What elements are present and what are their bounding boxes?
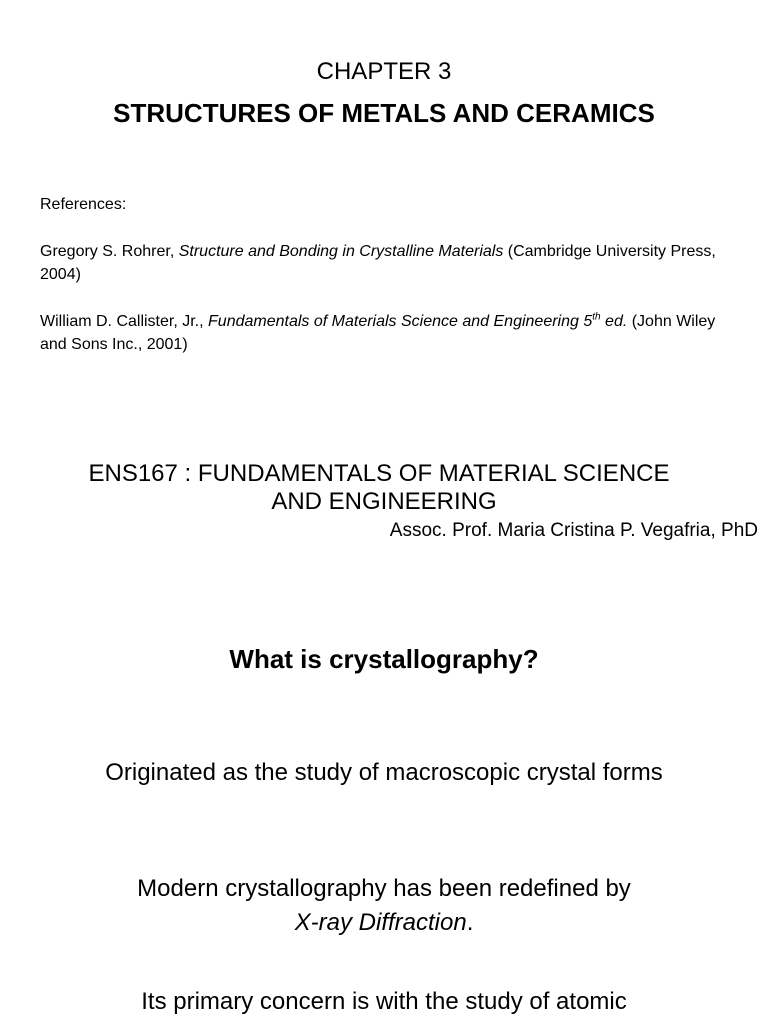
course-title-line-2: AND ENGINEERING — [271, 488, 497, 515]
chapter-title: STRUCTURES OF METALS AND CERAMICS — [113, 98, 655, 128]
references-heading: References: — [40, 196, 127, 213]
course-title-line-1: ENS167 : FUNDAMENTALS OF MATERIAL SCIENCE — [88, 460, 670, 487]
reference-book-name: Fundamentals of Materials Science and Engineering 5 — [208, 313, 593, 330]
point-emphasis: X-ray Diffraction — [294, 909, 467, 936]
reference-author: Gregory S. Rohrer, — [40, 243, 179, 260]
reference-author: William D. Callister, Jr., — [40, 313, 209, 330]
reference-edition-suffix: ed. — [600, 313, 628, 330]
point-end: . — [466, 909, 474, 936]
reference-book-title — [208, 313, 627, 330]
point-macroscopic-forms: Originated as the study of macroscopic crystal forms — [105, 759, 663, 786]
reference-edition-superscript: th — [592, 311, 601, 323]
point-text: Modern crystallography has been redefined by — [137, 875, 631, 902]
reference-callister — [40, 310, 740, 356]
reference-book-title: Structure and Bonding in Crystalline Materials — [178, 243, 504, 260]
reference-publisher: (John Wiley and Sons Inc., 2001) — [40, 313, 716, 353]
point-xray-diffraction — [0, 872, 768, 940]
point-atomic-study: Its primary concern is with the study of atomic — [141, 988, 627, 1015]
course-title — [0, 460, 768, 516]
reference-publisher: (Cambridge University Press, 2004) — [40, 243, 716, 283]
author-name: Assoc. Prof. Maria Cristina P. Vegafria, PhD — [389, 520, 758, 541]
section-question: What is crystallography? — [229, 644, 539, 674]
reference-rohrer — [40, 240, 740, 286]
chapter-label: CHAPTER 3 — [316, 58, 452, 85]
